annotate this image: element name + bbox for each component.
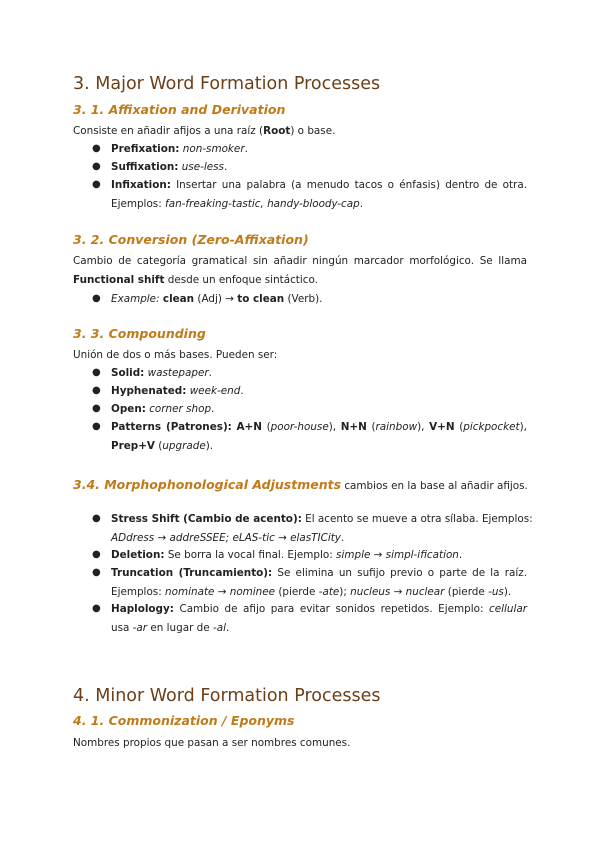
morpho-heading-line: 3.4. Morphophonological Adjustments cambios en la base al añadir afijos.	[73, 477, 528, 492]
list-item-suffixation: ● Suffixation: use-less.	[111, 158, 527, 177]
list-item-solid: ● Solid: wastepaper.	[111, 364, 527, 383]
list-item-infixation: ● Infixation: Insertar una palabra (a menudo tacos o énfasis) dentro de otra. Ejemplos: fan-freaking-tastic, handy-bloody-cap.	[111, 176, 527, 213]
affixation-intro: Consiste en añadir afijos a una raíz (Root) o base.	[73, 125, 336, 137]
bullet-icon: ●	[92, 161, 101, 172]
list-item-hyphenated: ● Hyphenated: week-end.	[111, 382, 527, 401]
section-3-heading: 3. Major Word Formation Processes	[73, 74, 381, 94]
list-item-patterns: ● Patterns (Patrones): A+N (poor-house), N+N (rainbow), V+N (pickpocket), Prep+V (upgrade).	[111, 418, 527, 455]
commonization-heading: 4. 1. Commonization / Eponyms	[73, 713, 295, 728]
list-item-deletion: ● Deletion: Se borra la vocal final. Ejemplo: simple → simpl-ification.	[111, 546, 527, 565]
list-item-prefixation: ● Prefixation: non-smoker.	[111, 140, 527, 159]
list-item-haplology: ● Haplology: Cambio de afijo para evitar sonidos repetidos. Ejemplo: cellular usa -ar en lugar de -al.	[111, 600, 527, 637]
list-item-truncation: ● Truncation (Truncamiento): Se elimina un sufijo previo o parte de la raíz. Ejemplos: nominate → nominee (pierde -ate); nucleus → nuclear (pierde -us).	[111, 564, 527, 601]
compounding-intro: Unión de dos o más bases. Pueden ser:	[73, 349, 278, 361]
bullet-icon: ●	[92, 385, 101, 396]
bullet-icon: ●	[92, 403, 101, 414]
bullet-icon: ●	[92, 421, 101, 432]
bullet-icon: ●	[92, 143, 101, 154]
compounding-heading: 3. 3. Compounding	[73, 326, 206, 341]
bullet-icon: ●	[92, 179, 101, 190]
list-item-open: ● Open: corner shop.	[111, 400, 527, 419]
list-item-stress-shift: ● Stress Shift (Cambio de acento): El acento se mueve a otra sílaba. Ejemplos: ADdress → addreSSEE; eLAS-tic → elasTICity.	[111, 510, 527, 547]
bullet-icon: ●	[92, 293, 101, 304]
bullet-icon: ●	[92, 367, 101, 378]
list-item-conversion-example: ● Example: clean (Adj) → to clean (Verb).	[111, 290, 527, 309]
morpho-heading: 3.4. Morphophonological Adjustments	[73, 477, 342, 492]
conversion-intro: Cambio de categoría gramatical sin añadir ningún marcador morfológico. Se llama Functional shift desde un enfoque sintáctico.	[73, 255, 527, 286]
commonization-intro: Nombres propios que pasan a ser nombres comunes.	[73, 737, 351, 749]
bullet-icon: ●	[92, 513, 101, 524]
section-4-heading: 4. Minor Word Formation Processes	[73, 686, 381, 706]
conversion-heading: 3. 2. Conversion (Zero-Affixation)	[73, 232, 309, 247]
bullet-icon: ●	[92, 567, 101, 578]
bullet-icon: ●	[92, 549, 101, 560]
bullet-icon: ●	[92, 603, 101, 614]
affixation-heading: 3. 1. Affixation and Derivation	[73, 102, 286, 117]
